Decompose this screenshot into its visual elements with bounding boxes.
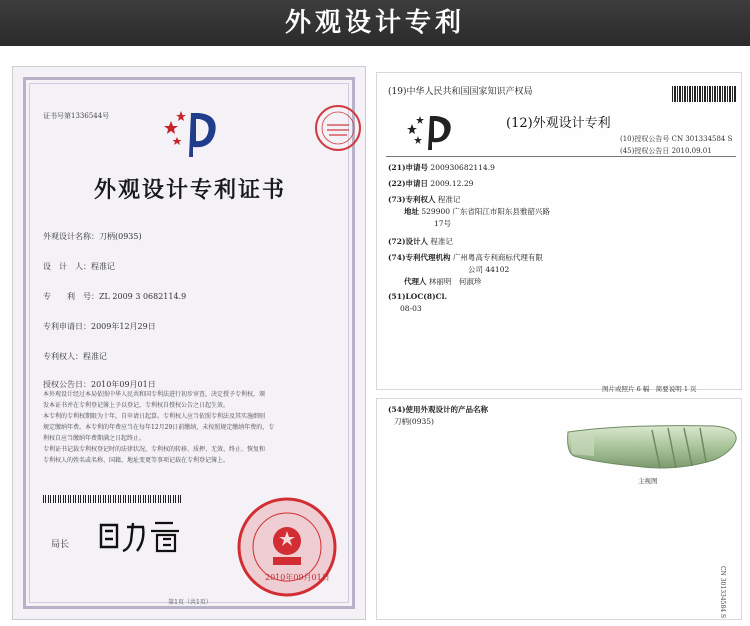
address: 地址 529900 广东省阳江市阳东县雅韶兴路 xyxy=(404,207,550,216)
body-line: 规定缴纳年费。本专利的年费应当在每年12月29日前缴纳，未按照规定缴纳年费的，专 xyxy=(43,424,275,431)
body-line: 专利权人的姓名或名称、国籍、地址变更等事项记载在专利登记簿上。 xyxy=(43,457,230,464)
seal-date: 2010年09月01日 xyxy=(265,573,330,582)
publication-number: (10)授权公告号 CN 301334584 S xyxy=(620,135,733,143)
director-label: 局长 xyxy=(51,540,70,550)
address-line-2: 17号 xyxy=(434,219,452,228)
page-indicator: 第1页（共1页） xyxy=(168,599,212,606)
view-label: 主视图 xyxy=(638,477,658,485)
seal-stamp-icon xyxy=(313,103,363,153)
filing-date: 专利申请日：2009年12月29日 xyxy=(43,322,156,331)
application-number: (21)申请号 200930682114.9 xyxy=(388,163,495,172)
document-type: (12)外观设计专利 xyxy=(506,116,611,131)
patentee: (73)专利权人 程准记 xyxy=(388,195,461,204)
designer: (72)设计人 程准记 xyxy=(388,237,453,246)
director-signature xyxy=(93,517,203,557)
certificate-title: 外观设计专利证书 xyxy=(93,177,286,203)
official-seal-icon xyxy=(235,495,339,599)
body-line: 本专利的专利权期限为十年，自申请日起算。专利权人应当依照专利法及其实施细则 xyxy=(43,413,266,420)
issuing-authority: (19)中华人民共和国国家知识产权局 xyxy=(388,87,533,97)
sipo-logo-icon xyxy=(163,107,225,159)
patent-certificate xyxy=(12,66,366,620)
body-line: 发本证书并在专利登记簿上予以登记，专利权自授权公告之日起生效。 xyxy=(43,402,230,409)
patentee: 专利权人：程准记 xyxy=(43,352,107,361)
knife-handle-image xyxy=(564,422,740,476)
patent-agency: (74)专利代理机构 广州粤高专利商标代理有限 xyxy=(388,253,543,262)
agents: 代理人 林丽明 何淑珍 xyxy=(404,277,482,286)
patent-gazette xyxy=(376,72,742,620)
divider xyxy=(386,156,736,157)
gazette-barcode xyxy=(672,86,736,102)
gazette-footer: 图片或照片 6 幅 简要说明 1 页 xyxy=(602,385,697,393)
patent-number: 专 利 号：ZL 2009 3 0682114.9 xyxy=(43,292,187,301)
loc-class-code: 08-03 xyxy=(400,304,422,313)
design-name: 外观设计名称：刀柄(0935) xyxy=(43,232,142,241)
product-name: 刀柄(0935) xyxy=(394,417,434,426)
body-line: 本外观设计经过本局依照中华人民共和国专利法进行初步审查，决定授予专利权，颁 xyxy=(43,391,266,398)
application-date: (22)申请日 2009.12.29 xyxy=(388,179,474,188)
sipo-logo-icon xyxy=(406,112,460,152)
patent-agency-line-2: 公司 44102 xyxy=(468,265,510,274)
certificate-barcode xyxy=(43,495,183,503)
body-line: 利权自应当缴纳年费期满之日起终止。 xyxy=(43,435,146,442)
body-line: 专利证书记载专利权登记时的法律状况，专利权的转移、质押、无效、终止、恢复和 xyxy=(43,446,266,453)
publication-date: (45)授权公告日 2010.09.01 xyxy=(620,147,712,155)
page-title: 外观设计专利 xyxy=(284,8,465,38)
loc-classification: (51)LOC(8)Cl. xyxy=(388,292,448,301)
side-publication-number: CN 301334584 S xyxy=(719,566,726,619)
designer: 设 计 人：程准记 xyxy=(43,262,115,271)
product-name-label: (54)使用外观设计的产品名称 xyxy=(388,405,489,414)
grant-date: 授权公告日：2010年09月01日 xyxy=(43,380,156,389)
certificate-body xyxy=(43,389,343,466)
certificate-number: 证书号第1336544号 xyxy=(43,112,110,120)
